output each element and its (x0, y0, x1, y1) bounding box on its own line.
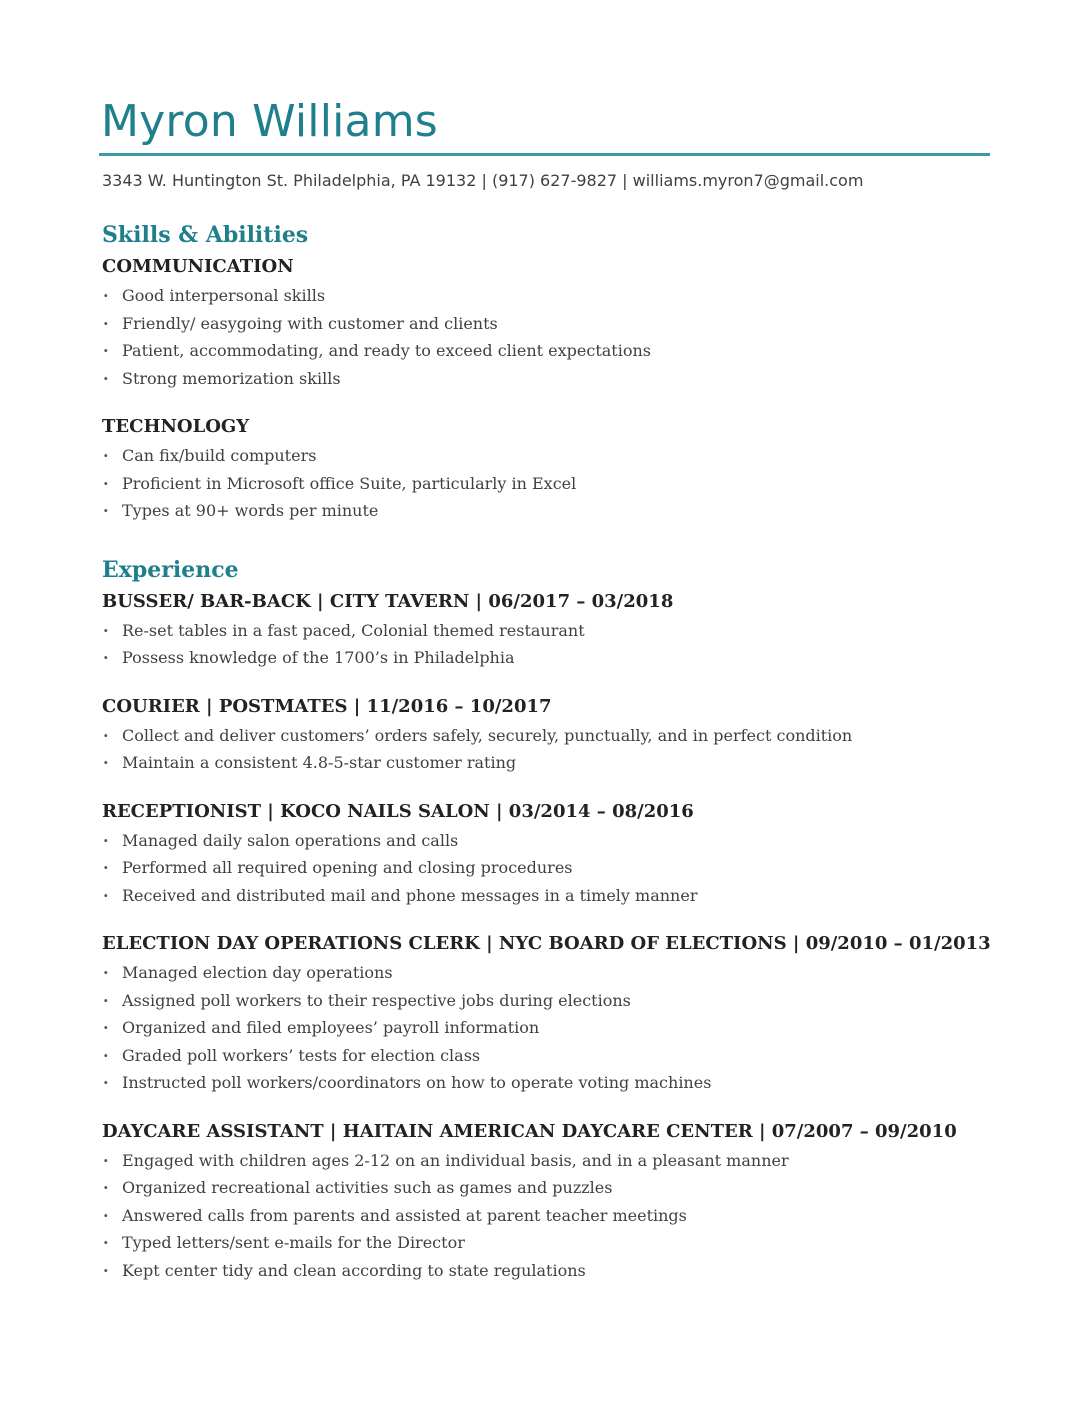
skill-group-heading: TECHNOLOGY (102, 416, 250, 437)
skill-list (102, 442, 1002, 525)
list-item: · Engaged with children ages 2-12 on an individual basis, and in a pleasant manner (102, 1147, 1002, 1175)
list-item: · Managed election day operations (102, 959, 1002, 987)
skill-list (102, 282, 1002, 392)
job-heading: BUSSER/ BAR-BACK | CITY TAVERN | 06/2017 – 03/2018 (102, 590, 674, 612)
list-item: · Good interpersonal skills (102, 282, 1002, 310)
list-item: · Patient, accommodating, and ready to exceed client expectations (102, 337, 1002, 365)
list-item: · Typed letters/sent e-mails for the Director (102, 1229, 1002, 1257)
list-item: · Maintain a consistent 4.8-5-star customer rating (102, 749, 1002, 777)
list-item: · Answered calls from parents and assisted at parent teacher meetings (102, 1202, 1002, 1230)
job-duties (102, 722, 1002, 777)
list-item: · Received and distributed mail and phone messages in a timely manner (102, 882, 1002, 910)
header-divider (99, 153, 990, 156)
list-item: · Possess knowledge of the 1700’s in Philadelphia (102, 644, 1002, 672)
skill-group-heading: COMMUNICATION (102, 256, 294, 277)
list-item: · Kept center tidy and clean according to state regulations (102, 1257, 1002, 1285)
section-title-skills: Skills & Abilities (102, 222, 309, 248)
list-item: · Strong memorization skills (102, 365, 1002, 393)
section-title-experience: Experience (102, 556, 239, 583)
skills-section (102, 218, 1002, 525)
experience-section (102, 553, 1002, 1285)
list-item: · Organized recreational activities such as games and puzzles (102, 1174, 1002, 1202)
list-item: · Organized and filed employees’ payroll information (102, 1014, 1002, 1042)
list-item: · Collect and deliver customers’ orders safely, securely, punctually, and in perfect condition (102, 722, 1002, 750)
job-heading: RECEPTIONIST | KOCO NAILS SALON | 03/2014 – 08/2016 (102, 800, 694, 822)
resume-body (102, 218, 1002, 1284)
list-item: · Graded poll workers’ tests for election class (102, 1042, 1002, 1070)
list-item: · Re-set tables in a fast paced, Colonial themed restaurant (102, 617, 1002, 645)
job-duties (102, 1147, 1002, 1285)
list-item: · Can fix/build computers (102, 442, 1002, 470)
job-heading: DAYCARE ASSISTANT | HAITAIN AMERICAN DAYCARE CENTER | 07/2007 – 09/2010 (102, 1120, 957, 1142)
job-heading: ELECTION DAY OPERATIONS CLERK | NYC BOARD OF ELECTIONS | 09/2010 – 01/2013 (102, 933, 991, 954)
list-item: · Instructed poll workers/coordinators on how to operate voting machines (102, 1069, 1002, 1097)
candidate-name: Myron Williams (101, 96, 438, 147)
job-heading: COURIER | POSTMATES | 11/2016 – 10/2017 (102, 695, 552, 717)
list-item: · Assigned poll workers to their respective jobs during elections (102, 987, 1002, 1015)
job-duties (102, 617, 1002, 672)
job-duties (102, 959, 1002, 1097)
list-item: · Managed daily salon operations and calls (102, 827, 1002, 855)
contact-line: 3343 W. Huntington St. Philadelphia, PA 19132 | (917) 627-9827 | williams.myron7@gmail.com (102, 171, 864, 190)
list-item: · Types at 90+ words per minute (102, 497, 1002, 525)
list-item: · Friendly/ easygoing with customer and clients (102, 310, 1002, 338)
job-duties (102, 827, 1002, 910)
list-item: · Proficient in Microsoft office Suite, particularly in Excel (102, 470, 1002, 498)
list-item: · Performed all required opening and closing procedures (102, 854, 1002, 882)
